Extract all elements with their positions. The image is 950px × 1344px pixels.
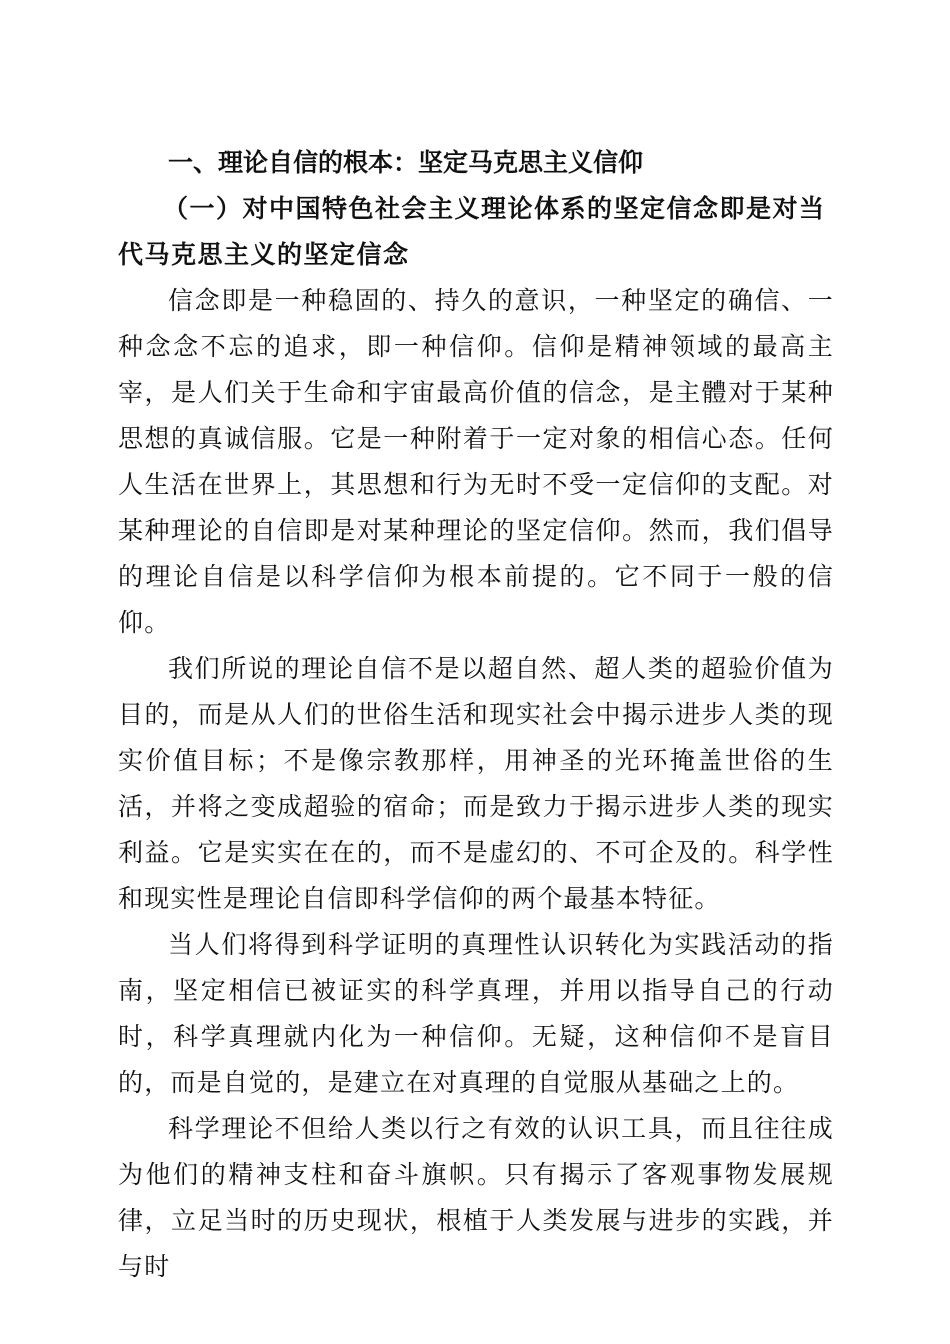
subsection-heading: （一）对中国特色社会主义理论体系的坚定信念即是对当代马克思主义的坚定信念	[118, 194, 826, 269]
section-heading: 一、理论自信的根本：坚定马克思主义信仰	[168, 148, 644, 177]
paragraph-3: 当人们将得到科学证明的真理性认识转化为实践活动的指南，坚定相信已被证实的科学真理，并用以指导自己的行动时，科学真理就内化为一种信仰。无疑，这种信仰不是盲目的，而是自觉的，是建立在对真理的自觉服从基础之上的。	[118, 930, 834, 1097]
document-body	[118, 140, 834, 1281]
paragraph-2: 我们所说的理论自信不是以超自然、超人类的超验价值为目的，而是从人们的世俗生活和现实社会中揭示进步人类的现实价值目标；不是像宗教那样，用神圣的光环掩盖世俗的生活，并将之变成超验的宿命；而是致力于揭示进步人类的现实利益。它是实实在在的，而不是虚幻的、不可企及的。科学性和现实性是理论自信即科学信仰的两个最基本特征。	[118, 654, 834, 913]
paragraph-4: 科学理论不但给人类以行之有效的认识工具，而且往往成为他们的精神支柱和奋斗旗帜。只有揭示了客观事物发展规律，立足当时的历史现状，根植于人类发展与进步的实践，并与时	[118, 1114, 834, 1281]
paragraph-1: 信念即是一种稳固的、持久的意识，一种坚定的确信、一种念念不忘的追求，即一种信仰。信仰是精神领域的最高主宰，是人们关于生命和宇宙最高价值的信念，是主體对于某种思想的真诚信服。它是一种附着于一定对象的相信心态。任何人生活在世界上，其思想和行为无时不受一定信仰的支配。对某种理论的自信即是对某种理论的坚定信仰。然而，我们倡导的理论自信是以科学信仰为根本前提的。它不同于一般的信仰。	[118, 286, 834, 637]
